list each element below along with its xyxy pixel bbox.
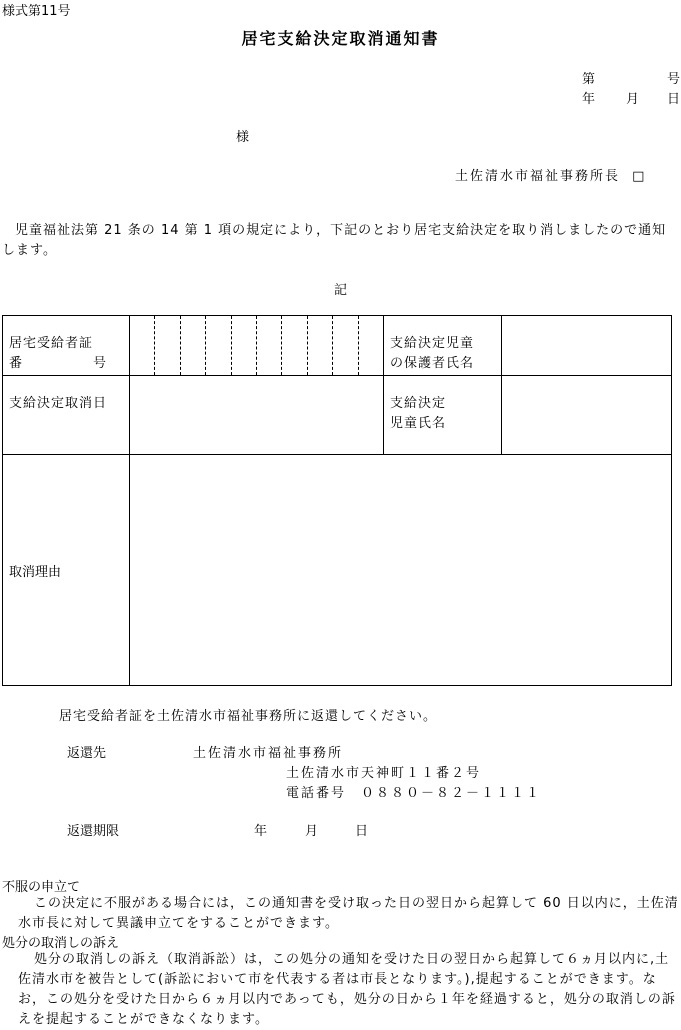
- info-table: [2, 315, 672, 686]
- cancel-date-label: 支給決定取消日: [9, 396, 108, 411]
- form-number: 様式第11号: [2, 4, 71, 19]
- ki-heading: 記: [334, 283, 348, 298]
- guardian-label-line2: の保護者氏名: [390, 356, 475, 371]
- document-title: 居宅支給決定取消通知書: [241, 29, 440, 48]
- date-month: 月: [626, 92, 640, 107]
- deadline-month: 月: [305, 824, 319, 839]
- cancel-date-label-cell: [3, 376, 130, 455]
- deadline-label: 返還期限: [67, 824, 120, 839]
- cancel-date-field[interactable]: [130, 376, 384, 455]
- reason-field[interactable]: [130, 455, 672, 686]
- cert-number-field[interactable]: [130, 316, 384, 376]
- digit-box[interactable]: [130, 316, 155, 375]
- return-dest-label: 返還先: [67, 746, 107, 761]
- child-name-field[interactable]: [502, 376, 672, 455]
- seal-mark: □: [632, 169, 647, 184]
- guardian-name-field[interactable]: [502, 316, 672, 376]
- child-label-line1: 支給決定: [390, 396, 447, 411]
- deadline-year: 年: [254, 824, 268, 839]
- number-prefix: 第: [582, 72, 596, 87]
- addressee-suffix: 様: [236, 130, 250, 145]
- reason-label: 取消理由: [9, 564, 62, 580]
- table-row: [3, 455, 672, 686]
- digit-box[interactable]: [308, 316, 333, 375]
- digit-box[interactable]: [333, 316, 358, 375]
- digit-box[interactable]: [232, 316, 257, 375]
- child-label-line2: 児童氏名: [390, 416, 447, 431]
- digit-box[interactable]: [282, 316, 307, 375]
- table-row: [3, 376, 672, 455]
- child-name-label-cell: [384, 376, 502, 455]
- return-dest-address: 土佐清水市天神町１１番２号: [286, 766, 482, 781]
- reason-label-cell: [3, 455, 130, 686]
- date-year: 年: [582, 92, 596, 107]
- digit-box[interactable]: [155, 316, 180, 375]
- objection-body: この決定に不服がある場合には，この通知書を受け取った日の翌日から起算して 60 日以内に，土佐清水市長に対して異議申立てをすることができます。: [18, 896, 679, 931]
- cert-label-line2: 番 号: [9, 356, 108, 371]
- lawsuit-body: 処分の取消しの訴え（取消訴訟）は，この処分の通知を受けた日の翌日から起算して６ヵ月以内に,土佐清水市を被告として(訴訟において市を代表する者は市長となります。),提起することができます。なお，この処分を受けた日から６ヵ月以内であっても，処分の日から１年を経過すると，処分の取消しの訴えを提起することができなくなります。: [18, 952, 676, 1027]
- return-note: 居宅受給者証を土佐清水市福祉事務所に返還してください。: [59, 709, 438, 724]
- number-suffix: 号: [667, 72, 681, 87]
- body-text: 児童福祉法第 21 条の 14 第 1 項の規定により，下記のとおり居宅支給決定を取り消しましたので通知します。: [2, 223, 667, 258]
- guardian-label-line1: 支給決定児童: [390, 336, 475, 351]
- digit-box[interactable]: [206, 316, 231, 375]
- digit-box[interactable]: [181, 316, 206, 375]
- date-day: 日: [667, 92, 681, 107]
- sender-line: [455, 165, 646, 184]
- objection-heading: 不服の申立て: [2, 880, 81, 895]
- lawsuit-heading: 処分の取消しの訴え: [2, 936, 120, 951]
- cert-label-line1: 居宅受給者証: [9, 336, 94, 351]
- digit-boxes: [130, 316, 383, 375]
- cert-number-label-cell: [3, 316, 130, 376]
- deadline-day: 日: [355, 824, 369, 839]
- sender-name: 土佐清水市福祉事務所長: [455, 169, 621, 184]
- digit-box[interactable]: [257, 316, 282, 375]
- table-row: [3, 316, 672, 376]
- return-dest-name: 土佐清水市福祉事務所: [193, 746, 344, 761]
- return-dest-tel: 電話番号 ０８８０－８２－１１１１: [286, 786, 542, 801]
- digit-box[interactable]: [359, 316, 383, 375]
- guardian-name-label-cell: [384, 316, 502, 376]
